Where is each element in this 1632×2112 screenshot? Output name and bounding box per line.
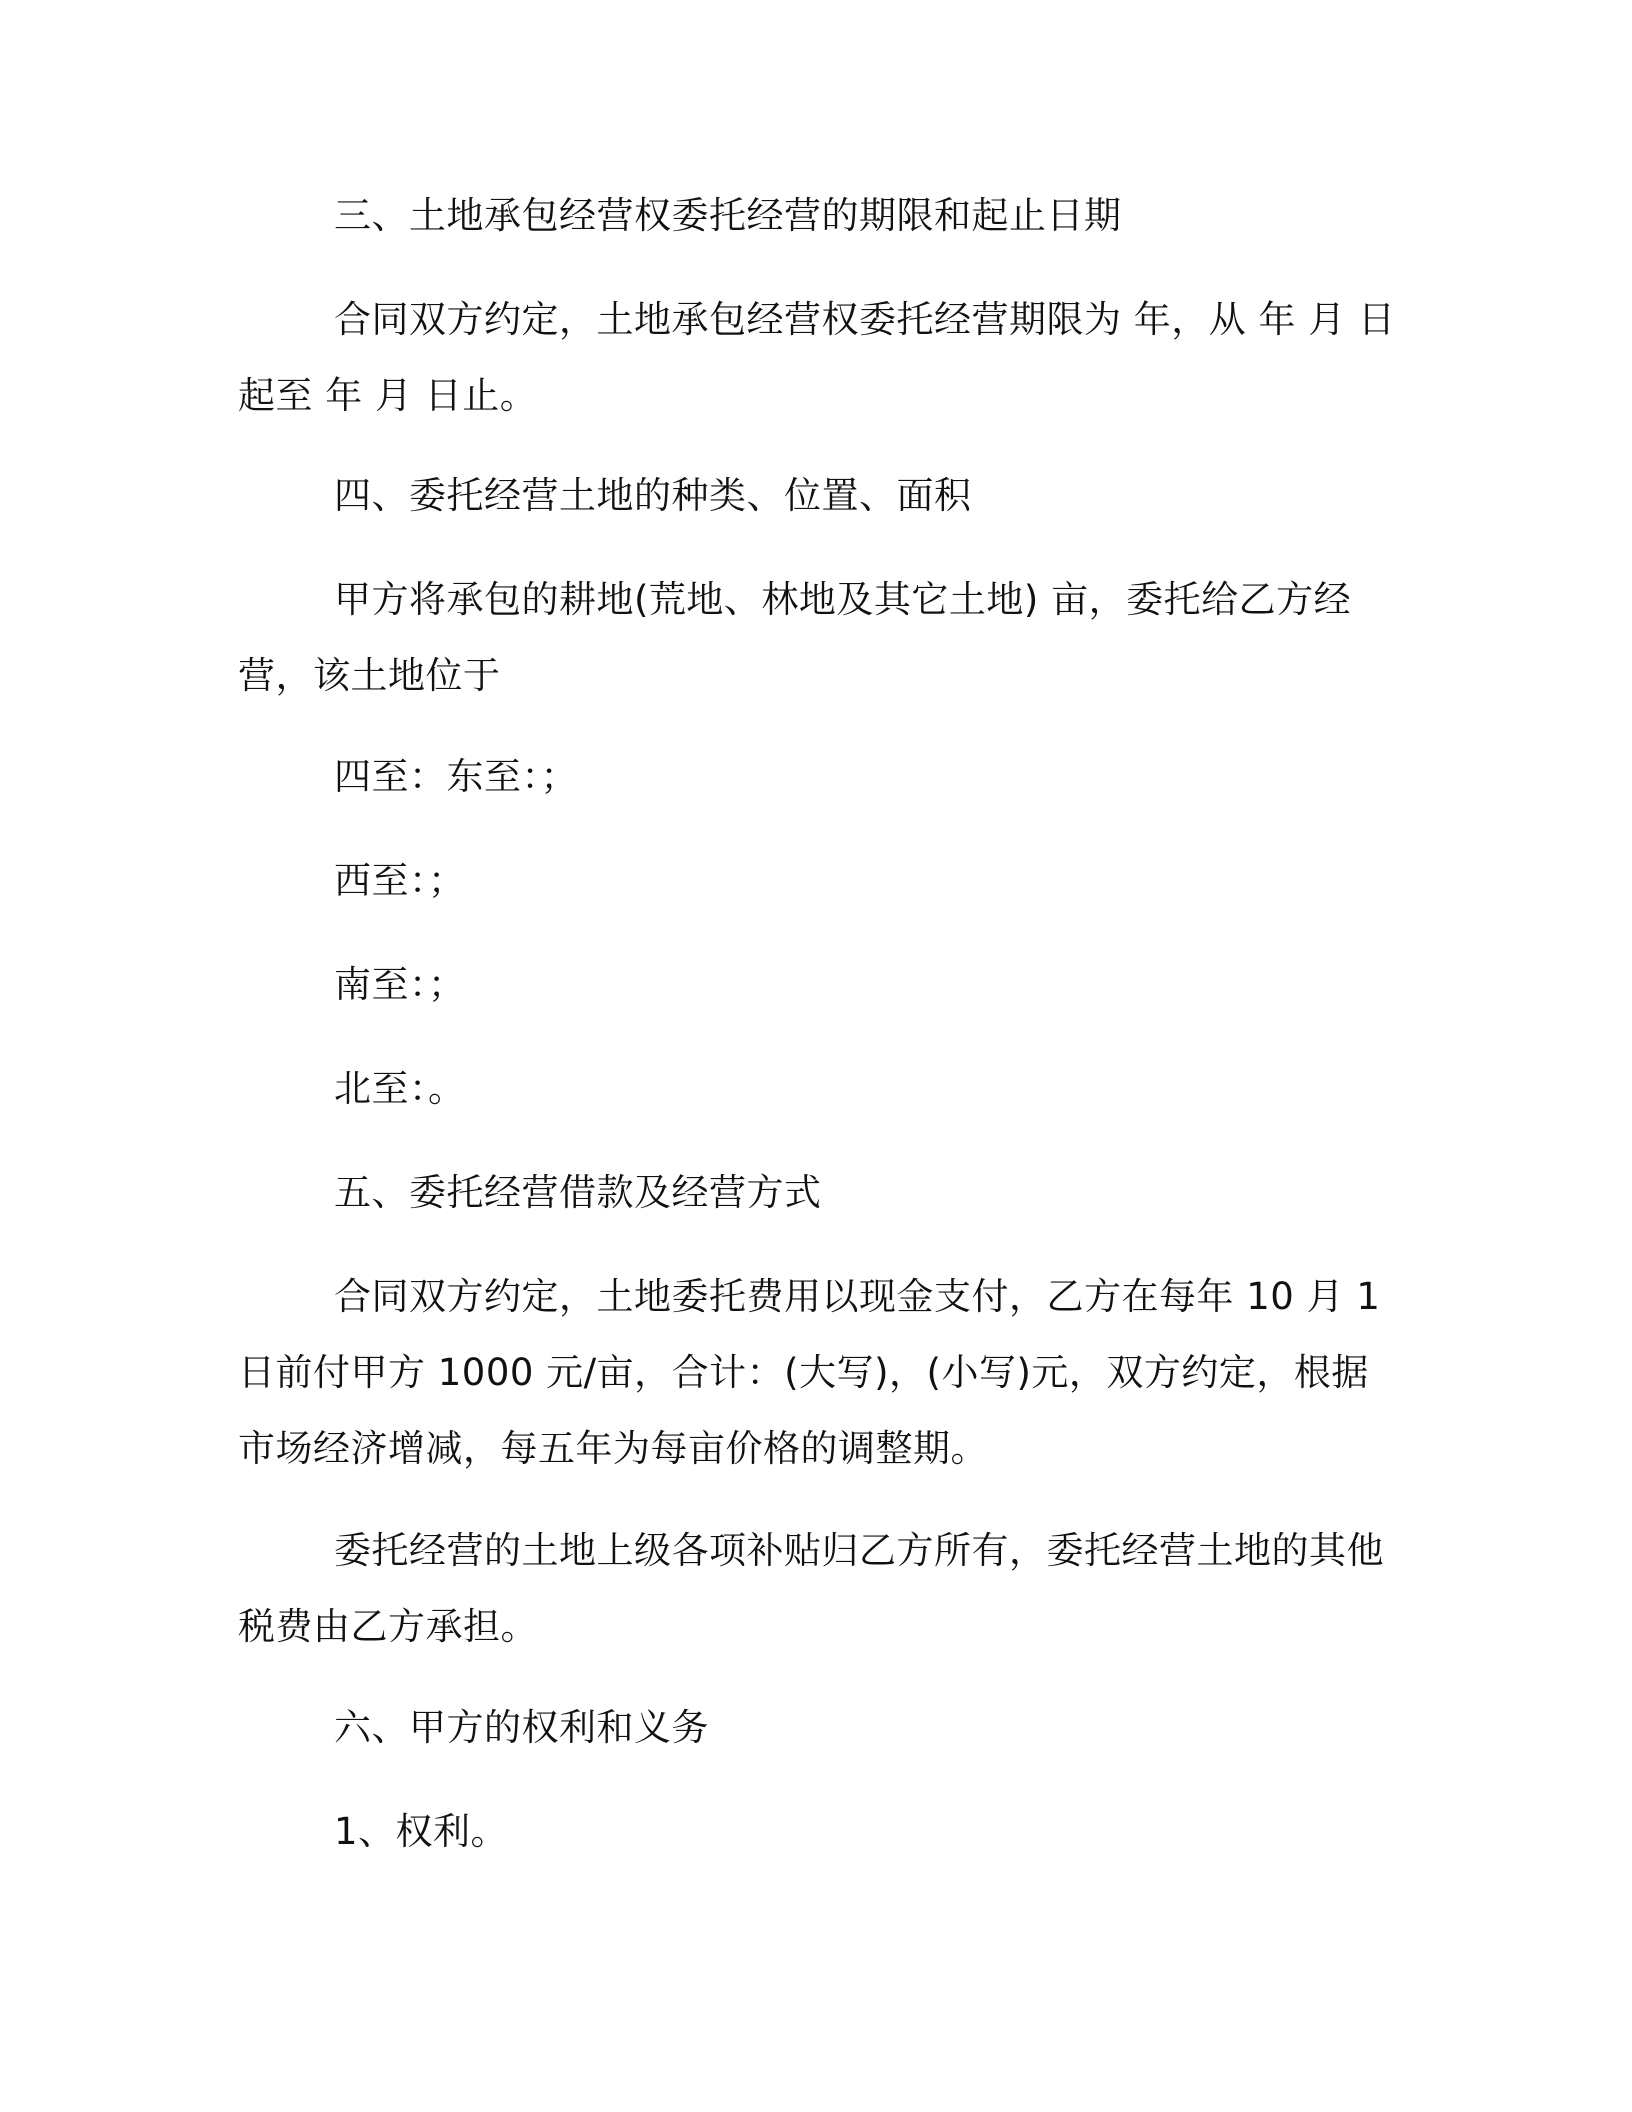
boundary-north: 北至：。 (334, 1067, 466, 1110)
boundary-west: 西至：； (334, 859, 466, 902)
paragraph-subsidies-taxes: 委托经营的土地上级各项补贴归乙方所有，委托经营土地的其他税费由乙方承担。 (238, 1529, 1384, 1648)
section-heading-six: 六、甲方的权利和义务 (334, 1706, 709, 1749)
section-heading-three: 三、土地承包经营权委托经营的期限和起止日期 (334, 194, 1122, 237)
paragraph-term-agreement: 合同双方约定，土地承包经营权委托经营期限为 年，从 年 月 日起至 年 月 日止。 (238, 298, 1396, 417)
section-heading-four: 四、委托经营土地的种类、位置、面积 (334, 474, 972, 517)
boundary-east: 四至：东至：； (334, 755, 578, 798)
boundary-south: 南至：； (334, 963, 466, 1006)
section-heading-five: 五、委托经营借款及经营方式 (334, 1171, 822, 1214)
paragraph-payment-terms: 合同双方约定，土地委托费用以现金支付，乙方在每年 10 月 1 日前付甲方 1000 元/亩，合计：(大写)，(小写)元，双方约定，根据市场经济增减，每五年为每亩价格的调整期。 (238, 1275, 1381, 1470)
paragraph-land-location: 甲方将承包的耕地(荒地、林地及其它土地) 亩，委托给乙方经营，该土地位于 (238, 578, 1352, 697)
subheading-rights: 1、权利。 (334, 1810, 509, 1853)
